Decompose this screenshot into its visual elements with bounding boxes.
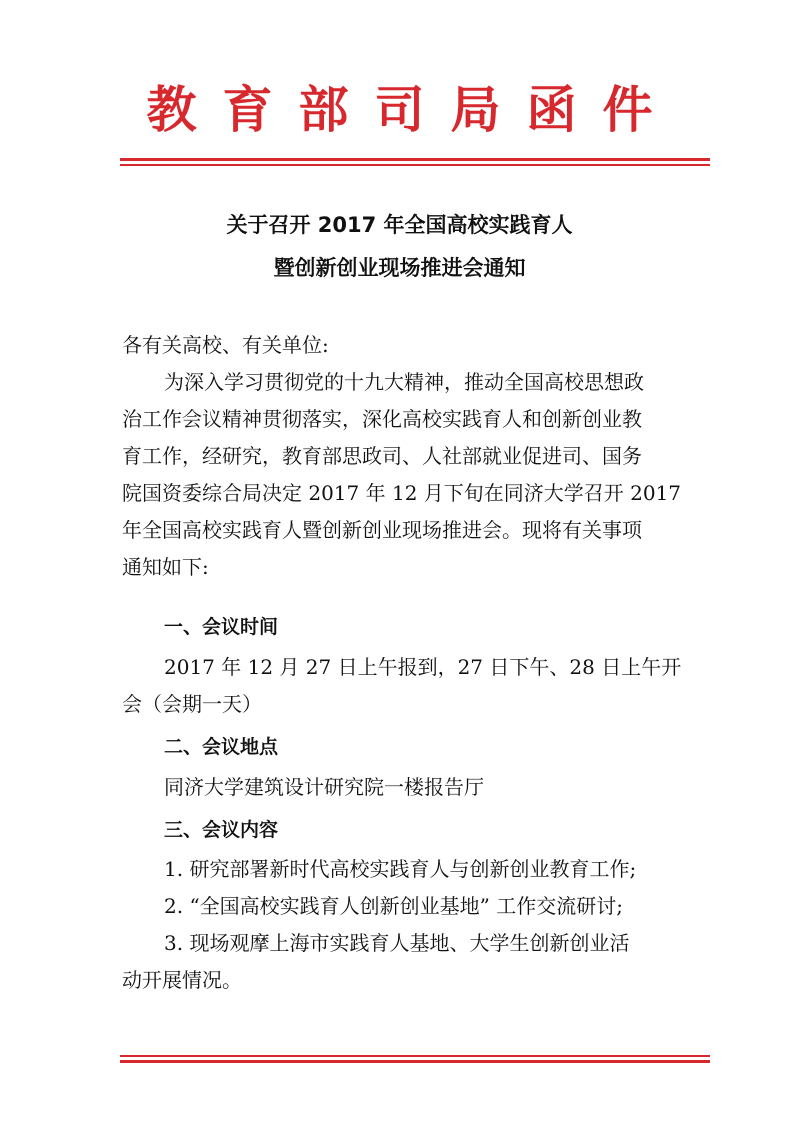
section-time-line: 会（会期一天） xyxy=(122,692,262,716)
notice-title-line-1: 关于召开 2017 年全国高校实践育人 xyxy=(226,213,573,237)
footer-rule-thick xyxy=(120,1060,710,1063)
intro-line: 通知如下: xyxy=(122,555,209,579)
footer-rule-thin xyxy=(120,1055,710,1057)
section-heading-location: 二、会议地点 xyxy=(164,736,279,758)
section-location-line: 同济大学建筑设计研究院一楼报告厅 xyxy=(164,775,484,799)
letterhead-title: 教育部司局函件 xyxy=(146,80,679,139)
section-heading-content: 三、会议内容 xyxy=(164,819,279,841)
content-item: 3. 现场观摩上海市实践育人基地、大学生创新创业活 xyxy=(164,931,630,955)
content-item: 动开展情况。 xyxy=(122,968,242,992)
content-item: 1. 研究部署新时代高校实践育人与创新创业教育工作; xyxy=(164,857,637,881)
content-item: 2. “全国高校实践育人创新创业基地” 工作交流研讨; xyxy=(164,894,623,918)
intro-line: 为深入学习贯彻党的十九大精神，推动全国高校思想政 xyxy=(164,370,644,394)
section-time-line: 2017 年 12 月 27 日上午报到，27 日下午、28 日上午开 xyxy=(164,655,682,679)
intro-line: 治工作会议精神贯彻落实，深化高校实践育人和创新创业教 xyxy=(122,407,642,431)
intro-line: 院国资委综合局决定 2017 年 12 月下旬在同济大学召开 2017 xyxy=(122,481,682,505)
intro-line: 育工作，经研究，教育部思政司、人社部就业促进司、国务 xyxy=(122,444,642,468)
section-heading-time: 一、会议时间 xyxy=(164,616,279,638)
intro-line: 年全国高校实践育人暨创新创业现场推进会。现将有关事项 xyxy=(122,518,642,542)
salutation: 各有关高校、有关单位: xyxy=(122,333,329,357)
letterhead-rule-thick xyxy=(120,158,710,161)
notice-title-line-2: 暨创新创业现场推进会通知 xyxy=(273,256,526,280)
letterhead-rule-thin xyxy=(120,164,710,166)
